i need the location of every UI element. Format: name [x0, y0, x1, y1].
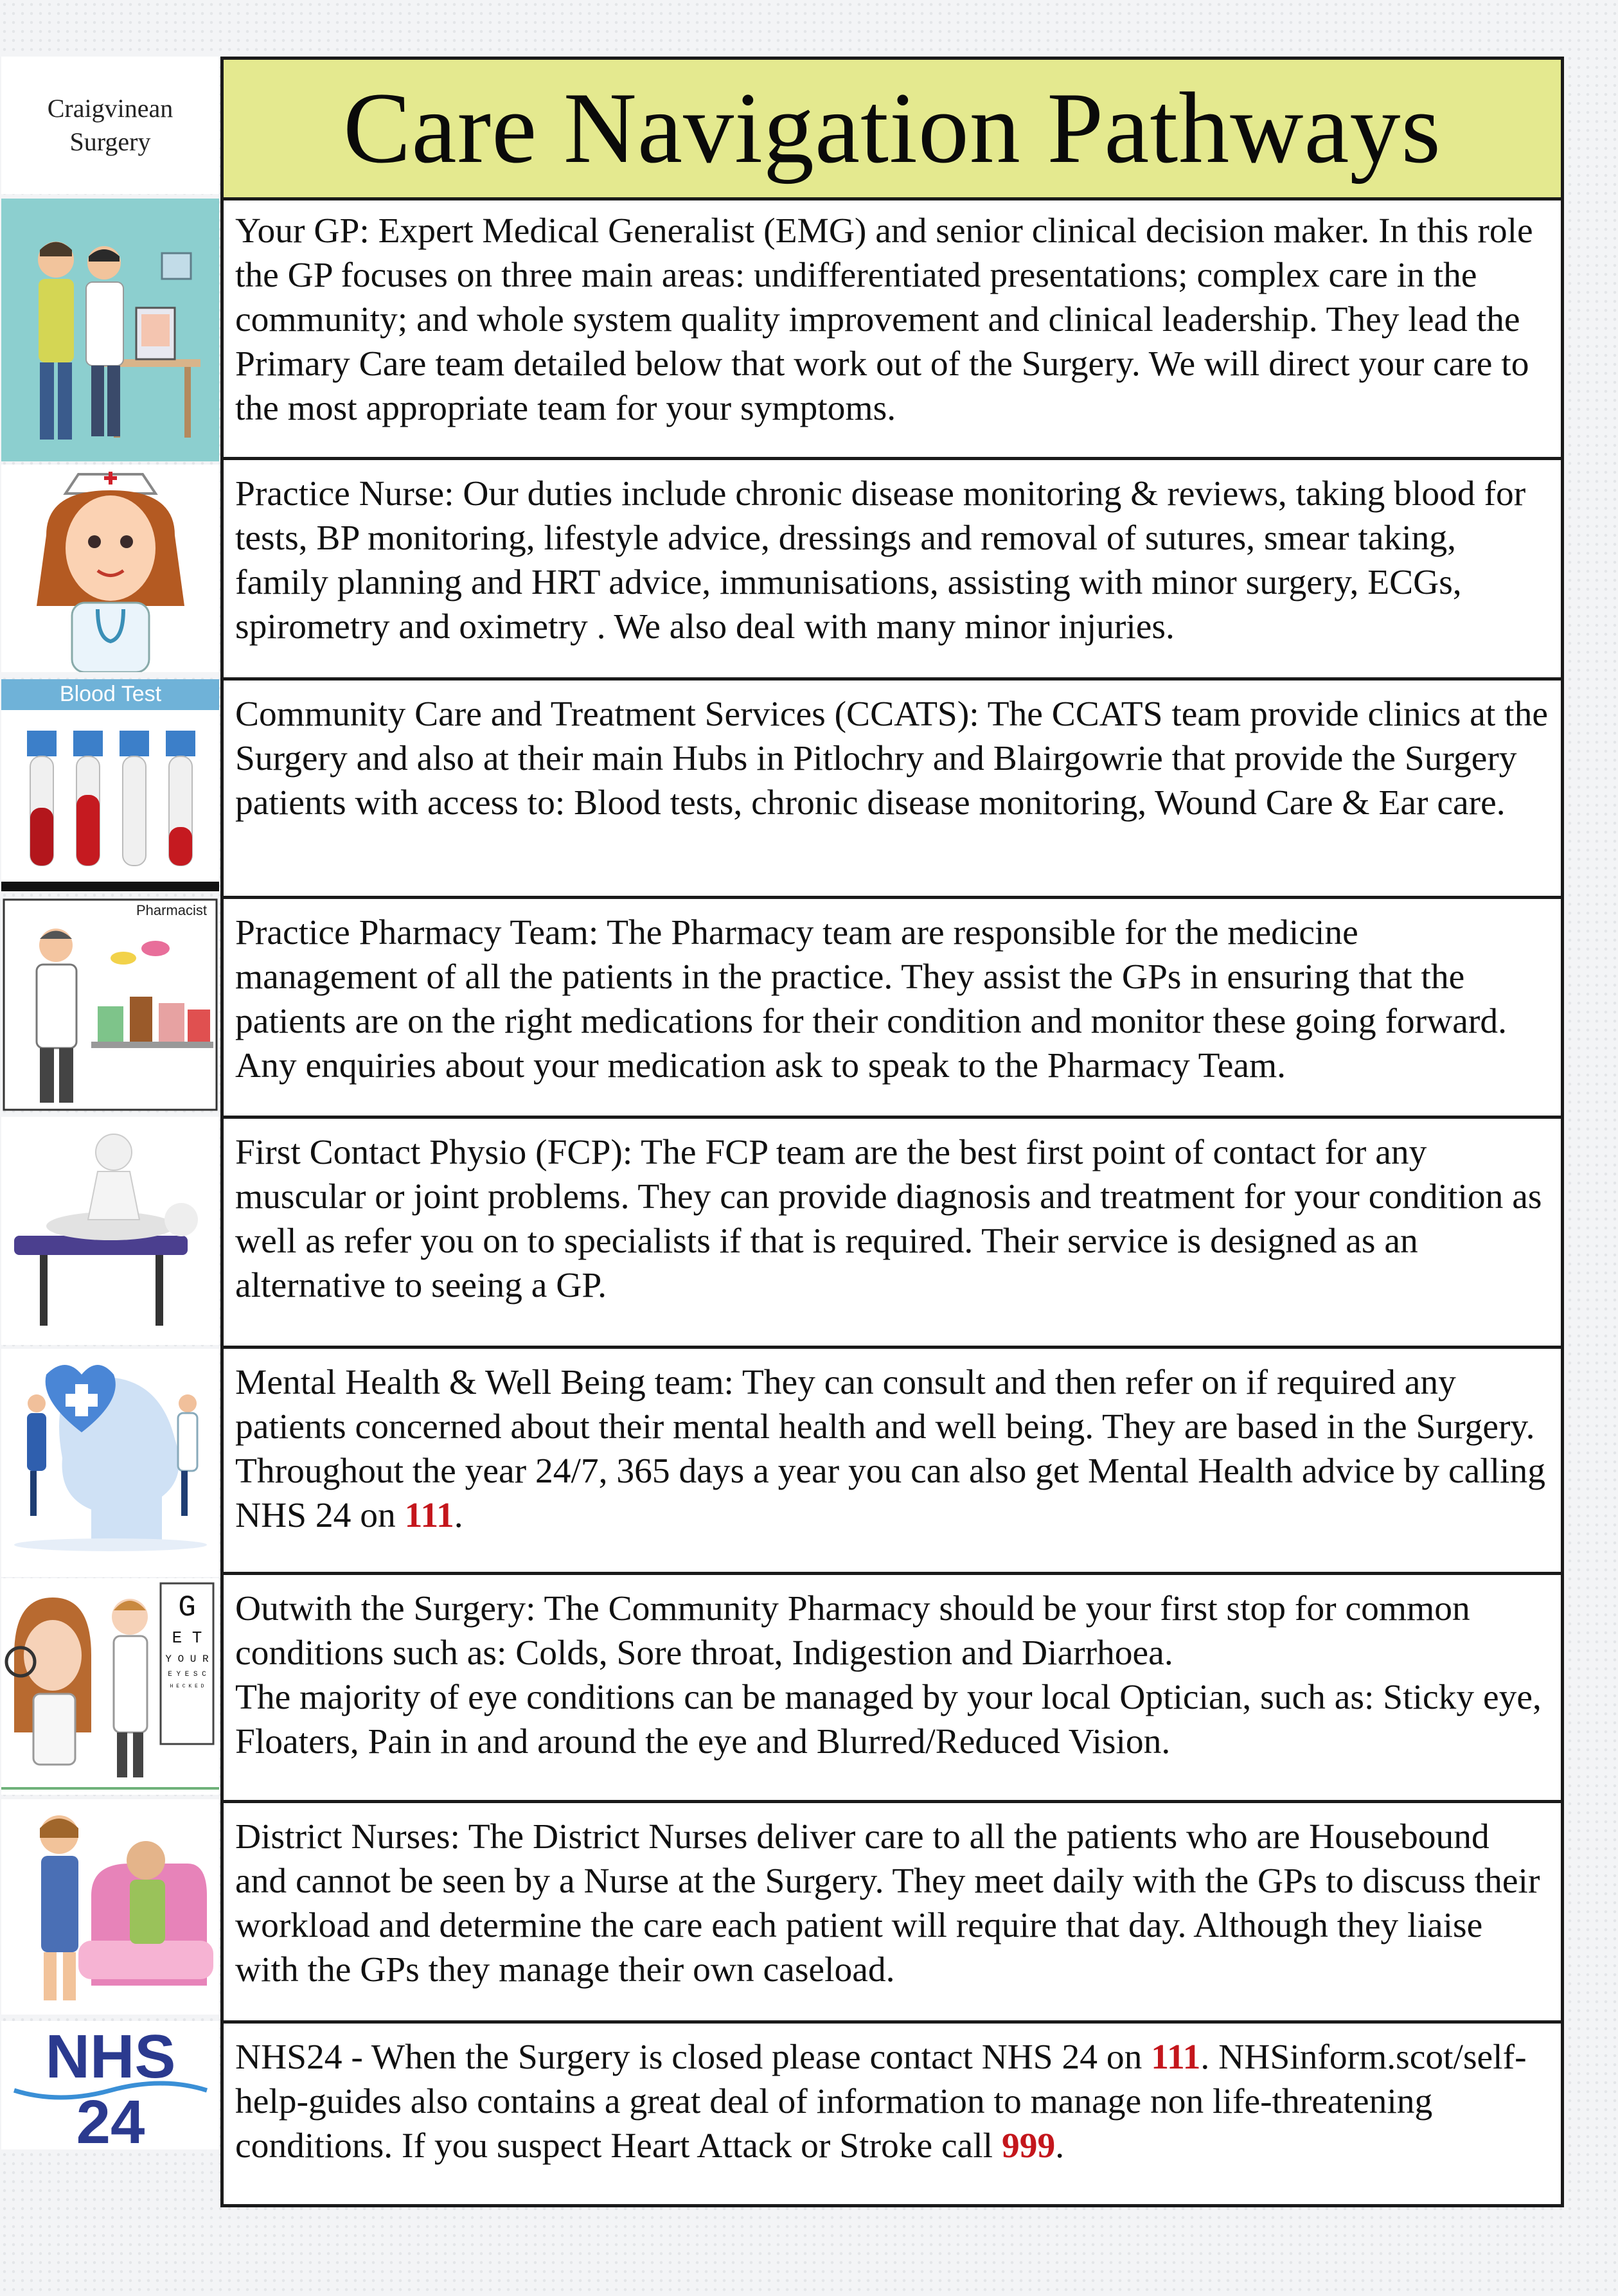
optician-illustration: [1, 1578, 219, 1795]
row-outwith: [224, 1575, 1561, 1803]
surgery-logo: [1, 57, 219, 194]
mental-health-illustration: [1, 1349, 219, 1577]
physio-illustration: [1, 1117, 219, 1345]
nhs-wordmark: NHS: [45, 2022, 176, 2091]
eye-chart-top: G: [178, 1591, 196, 1624]
district-nurse-illustration: [1, 1799, 219, 2015]
row-outwith-text-a: Outwith the Surgery: The Community Pharmacy should be your first stop for common conditions such as: Colds, Sore throat, Indigestion and Diarrhoea.: [235, 1589, 1470, 1673]
eye-chart-row5: H E C K E D: [170, 1684, 204, 1689]
phone-111-highlight: 111: [404, 1496, 454, 1535]
nhs-24-number: 24: [76, 2088, 145, 2149]
title-bar: [224, 60, 1561, 200]
row-practice-nurse-text: Practice Nurse: Our duties include chronic disease monitoring & reviews, taking blood for tests, BP monitoring, lifestyle advice, dressings and removal of sutures, smear taking, family planning and HRT advice, immunisations, assisting with minor surgery, ECGs, spirometry and oximetry . We also deal with many minor injuries.: [235, 474, 1526, 646]
row-pharmacy-text: Practice Pharmacy Team: The Pharmacy team are responsible for the medicine management of all the patients in the practice. They assist the GPs in ensuring that the patients are on the right medications for their condition and monitor these going forward. Any enquiries about your medication ask to speak to the Pharmacy Team.: [235, 913, 1507, 1085]
row-ccats-text: Community Care and Treatment Services (CCATS): The CCATS team provide clinics at the Surgery and also at their main Hubs in Pitlochry and Blairgowrie that provide the Surgery patients with access to: Blood tests, chronic disease monitoring, Wound Care & Ear care.: [235, 695, 1548, 823]
nhs24-logo: [1, 2021, 219, 2149]
navigation-table: [220, 57, 1564, 2207]
row-mental-health: [224, 1349, 1561, 1575]
row-nhs24-text: [235, 2035, 1548, 2168]
row-nhs24: [224, 2024, 1561, 2204]
gp-consultation-illustration: [1, 199, 219, 461]
emergency-999-highlight: 999: [1001, 2126, 1056, 2166]
mental-health-body: Mental Health & Well Being team: They can consult and then refer on if required any patients concerned about their mental health and well being. They are based in the Surgery. Throughout the year 24/7, 365 days a year you can also get Mental Health advice by calling NHS 24 on: [235, 1363, 1545, 1535]
row-district-nurses-text: District Nurses: The District Nurses deliver care to all the patients who are Housebound and cannot be seen by a Nurse at the Surgery. They meet daily with the GPs to discuss their workload and determine the care each patient will require that day. Although they liaise with the GPs they manage their own caseload.: [235, 1817, 1540, 1989]
nhs24-111-highlight: 111: [1151, 2038, 1201, 2077]
pharmacist-illustration: [1, 897, 219, 1112]
nhs24-intro: NHS24 - When the Surgery is closed please contact NHS 24 on: [235, 2038, 1151, 2077]
nhs24-end: .: [1055, 2126, 1065, 2166]
blood-test-label: Blood Test: [59, 682, 162, 706]
blood-test-illustration: [1, 679, 219, 891]
row-gp: [224, 197, 1561, 460]
eye-chart-row4: E Y E S C: [168, 1671, 206, 1678]
row-district-nurses: [224, 1803, 1561, 2024]
row-pharmacy: [224, 899, 1561, 1119]
logo-line-2: Surgery: [69, 127, 151, 156]
row-practice-nurse: [224, 460, 1561, 681]
row-physio-text: First Contact Physio (FCP): The FCP team are the best first point of contact for any muscular or joint problems. They can provide diagnosis and treatment for your condition as well as refer you on to specialists if that is required. Their service is designed as an alternative to seeing a GP.: [235, 1133, 1542, 1305]
logo-line-1: Craigvinean: [47, 94, 173, 123]
row-outwith-text-b: The majority of eye conditions can be managed by your local Optician, such as: Sticky eye, Floaters, Pain in and around the eye and Blurred/Reduced Vision.: [235, 1678, 1542, 1761]
row-physio: [224, 1119, 1561, 1349]
eye-chart-mid: E T: [172, 1628, 202, 1648]
eye-chart-row3: Y O U R: [165, 1653, 209, 1665]
row-ccats: [224, 681, 1561, 899]
row-mental-health-text: [235, 1360, 1548, 1538]
mental-health-end: .: [454, 1496, 463, 1535]
practice-nurse-illustration: [1, 465, 219, 672]
pharmacist-label: Pharmacist: [136, 902, 207, 918]
row-gp-text: Your GP: Expert Medical Generalist (EMG) and senior clinical decision maker. In this role the GP focuses on three main areas: undifferentiated presentations; complex care in the community; and whole system quality improvement and clinical leadership. They lead the Primary Care team detailed below that work out of the Surgery. We will direct your care to the most appropriate team for your symptoms.: [235, 211, 1533, 428]
page-title: Care Navigation Pathways: [343, 72, 1441, 184]
nhs24-body: . NHSinform.scot/self-help-guides also contains a great deal of information to manage non life-threatening conditions. If you suspect Heart Attack or Stroke call: [235, 2038, 1527, 2166]
